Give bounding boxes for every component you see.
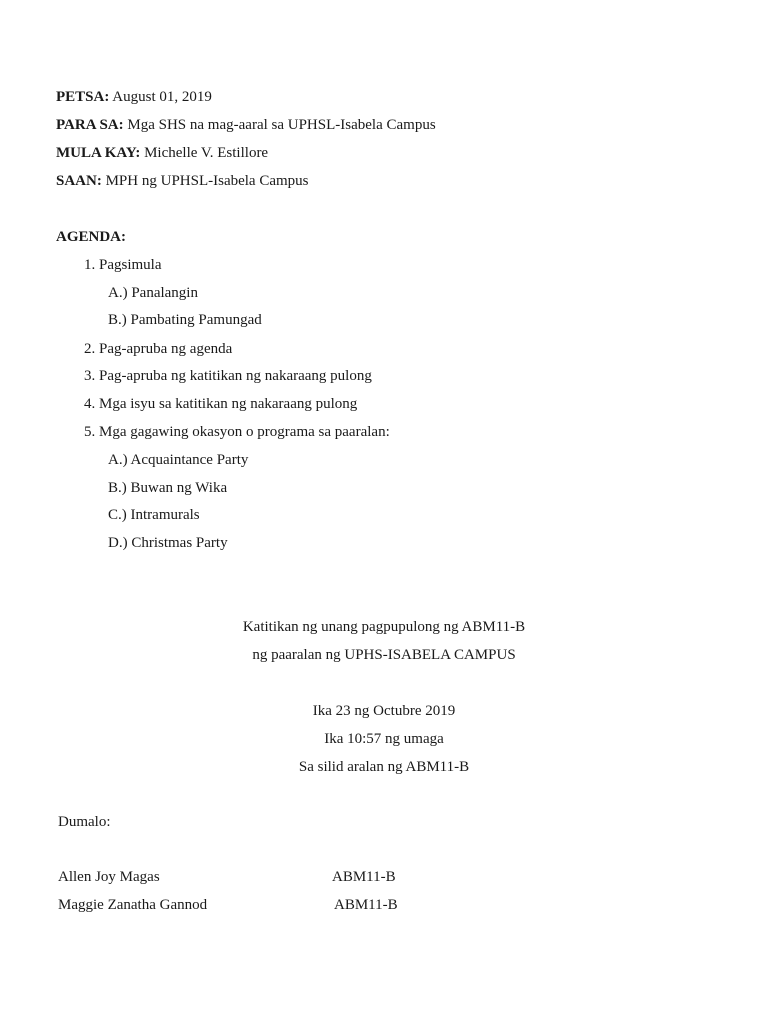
agenda-subitem: C.) Intramurals <box>108 507 200 523</box>
agenda-subitem: A.) Panalangin <box>108 285 198 301</box>
agenda-title: AGENDA: <box>56 229 126 245</box>
agenda-subitem: B.) Pambating Pamungad <box>108 312 262 328</box>
memo-from-value: Michelle V. Estillore <box>144 145 269 161</box>
memo-where-label: SAAN: <box>56 173 102 189</box>
minutes-place: Sa silid aralan ng ABM11-B <box>298 759 470 775</box>
minutes-time: Ika 10:57 ng umaga <box>324 731 444 747</box>
agenda-subitem: D.) Christmas Party <box>108 535 228 551</box>
memo-date-label: PETSA: <box>56 89 110 105</box>
agenda-subitem: A.) Acquaintance Party <box>108 452 249 468</box>
memo-where-line <box>56 172 309 190</box>
minutes-title-line-1: Katitikan ng unang pagpupulong ng ABM11-B <box>242 619 526 635</box>
memo-to-label: PARA SA: <box>56 117 124 133</box>
agenda-item: 3. Pag-apruba ng katitikan ng nakaraang pulong <box>84 368 372 384</box>
memo-date-line <box>56 88 212 106</box>
memo-date-value: August 01, 2019 <box>112 89 212 105</box>
agenda-item: 5. Mga gagawing okasyon o programa sa paaralan: <box>84 424 390 440</box>
agenda-subitem: B.) Buwan ng Wika <box>108 480 228 496</box>
attendee-section: ABM11-B <box>332 869 396 885</box>
attendee-name: Allen Joy Magas <box>58 869 160 885</box>
memo-where-value: MPH ng UPHSL-Isabela Campus <box>105 173 309 189</box>
minutes-date: Ika 23 ng Octubre 2019 <box>312 703 456 719</box>
attendee-section: ABM11-B <box>334 897 398 913</box>
agenda-item: 4. Mga isyu sa katitikan ng nakaraang pulong <box>84 396 358 412</box>
memo-from-label: MULA KAY: <box>56 145 141 161</box>
memo-to-value: Mga SHS na mag-aaral sa UPHSL-Isabela Campus <box>127 117 436 133</box>
minutes-title-line-2: ng paaralan ng UPHS-ISABELA CAMPUS <box>252 647 516 663</box>
memo-to-line <box>56 116 436 134</box>
agenda-item: 1. Pagsimula <box>84 257 162 273</box>
agenda-item: 2. Pag-apruba ng agenda <box>84 341 233 357</box>
attendee-name: Maggie Zanatha Gannod <box>58 897 208 913</box>
attendees-label: Dumalo: <box>58 814 111 830</box>
memo-from-line <box>56 144 268 162</box>
